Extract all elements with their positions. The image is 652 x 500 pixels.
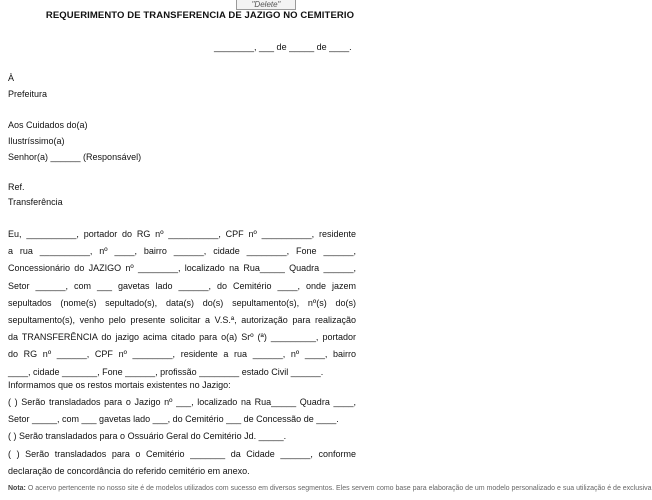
body-line: Setor ______, com ___ gavetas lado ______, do Cemitério ____, onde jazem [8,280,356,291]
delete-tab[interactable]: "Delete" [236,0,296,10]
attention-line-2: Ilustríssimo(a) [8,136,65,146]
info-intro: Informamos que os restos mortais existentes no Jazigo: [8,380,231,390]
date-line: ________, ___ de _____ de ____. [214,42,352,52]
body-line: sepultados (nome(s) sepultado(s), data(s) do(s) sepultamento(s), nº(s) do(s) [8,297,356,308]
recipient-to: À [8,73,15,83]
document-title: REQUERIMENTO DE TRANSFERENCIA DE JAZIGO NO CEMITERIO [45,10,355,21]
request-body [8,226,356,381]
note-label: Nota: [8,485,26,492]
option-line: ( ) Serão transladados para o Jazigo nº ___, localizado na Rua_____ Quadra ____, [8,397,356,407]
body-line: ____, cidade _______, Fone ______, profissão ________ estado Civil ______. [8,366,324,377]
option-line: Setor _____, com ___ gavetas lado ___, do Cemitério ___ de Concessão de ____. [8,414,339,425]
body-line: sepultamento(s), venho pelo presente solicitar a V.S.ª, autorização para realização [8,315,356,326]
footer-note [8,484,652,493]
ref-value: Transferência [8,197,63,207]
attention-line-3: Senhor(a) ______ (Responsável) [8,152,142,162]
body-line: Concessionário do JAZIGO nº ________, localizado na Rua_____ Quadra ______, [8,263,356,274]
option-line: ( ) Serão transladados para o Cemitério _______ da Cidade ______, conforme [8,448,356,459]
option-line: declaração de concordância do referido cemitério em anexo. [8,465,250,476]
body-line: do RG nº ______, CPF nº ________, residente a rua ______, nº ____, bairro [8,349,356,360]
ref-label: Ref. [8,182,25,192]
body-line: a rua __________, nº ____, bairro ______, cidade ________, Fone ______, [8,246,356,257]
transfer-options [8,394,356,480]
recipient-org: Prefeitura [8,89,48,99]
attention-line-1: Aos Cuidados do(a) [8,120,88,130]
body-line: da TRANSFERÊNCIA do jazigo acima citado para o(a) Srº (ª) _________, portador [8,332,356,343]
option-line: ( ) Serão transladados para o Ossuário Geral do Cemitério Jd. _____. [8,431,287,442]
note-text: O acervo pertencente no nosso site é de modelos utilizados com sucesso em diversos segmentos. Eles servem como base para elaboração de um modelo personalizado e sua utilização é de exclusiva [27,485,652,492]
body-line: Eu, __________, portador do RG nº __________, CPF nº __________, residente [8,229,356,239]
